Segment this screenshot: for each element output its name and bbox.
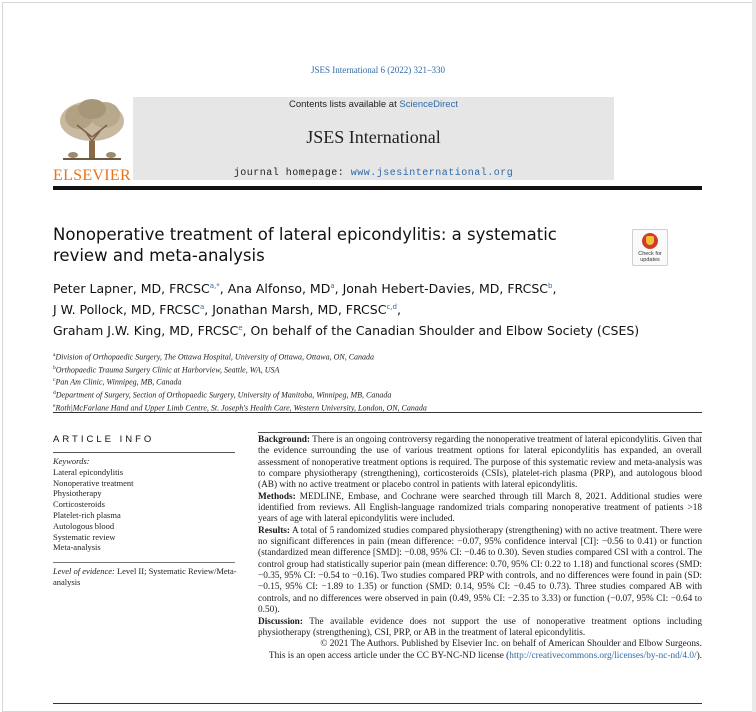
keyword-item: Physiotherapy [53,488,102,499]
contents-line [133,99,614,110]
homepage-line [133,168,614,179]
author-affil-mark[interactable]: a [330,282,335,290]
tree-icon [55,97,129,163]
license-line: This is an open access article under the CC BY-NC-ND license (http://creativecommons.org/licenses/by-nc-nd/4.0/). [268,650,702,661]
author-name: Ana Alfonso, MD [227,281,331,297]
article-title: Nonoperative treatment of lateral epicondylitis: a systematic review and meta-analysis [53,225,557,265]
level-text: Level II; Systematic Review/Meta-analysis [53,566,237,587]
abstract-background: Background: There is an ongoing controversy regarding the nonoperative treatment of lateral epicondylitis. Given that the evidence surrounding the use of various treatment options for lateral epicondylitis has expanded, an overall assessment of nonoperative treatment options is required. The purpose of this systematic review and meta-analysis was to compare physiotherapy (strengthening), corticosteroids (CSIs), platelet-rich plasma (PRP), and autologous blood (AB) with no active treatment or placebo control in patients with lateral epicondylitis. [258,435,702,491]
author-affil-mark[interactable]: c,d [386,303,397,312]
badge-label: Check for updates [638,251,662,263]
affiliation-item: $^a$Division of Orthopaedic Surgery, The Ottawa Hospital, University of Ottawa, Ottawa, ON, Canada [53,352,375,362]
author-affil-mark[interactable]: a [199,303,205,312]
author-name: Peter Lapner, MD, FRCSC [53,281,210,297]
author-affil-mark[interactable]: e [238,324,243,333]
author-name: J W. Pollock, MD, FRCSC [53,302,200,318]
keyword-item: Nonoperative treatment [53,477,134,488]
affiliation-item: $^c$Pan Am Clinic, Winnipeg, MB, Canada [53,377,182,387]
author-name: Jonah Hebert-Davies, MD, FRCSC [342,281,548,297]
masthead [53,97,702,185]
bottom-rule [53,703,702,704]
contents-prefix: Contents lists available at [289,99,400,110]
author-list: Peter Lapner, MD, $FRCSC^{a,*}$, Ana Alfonso, $MD^a$, Jonah Hebert-Davies, MD, FRCSC$^b$, J W. Pollock, MD, FRCSC$^a$, Jonathan Marsh, MD, FRCSC$^{c,d}$, Graham J.W. King, MD, FRCSC$^e$, On behalf of the Canadian Shoulder and Elbow Society (CSES) [53,281,640,339]
keyword-item: Meta-analysis [53,542,101,553]
header-divider [53,412,702,413]
citation-line[interactable]: JSES International 6 (2022) 321–330 [311,65,445,75]
journal-title: JSES International [306,127,441,147]
level-rule [53,562,235,563]
abstract-rule [258,432,702,433]
author-affil-mark[interactable]: a,* [209,282,220,290]
abstract [258,435,702,662]
publisher-logo[interactable] [53,97,131,185]
homepage-link[interactable]: www.jsesinternational.org [350,168,514,179]
journal-banner [133,97,614,180]
bookmark-icon [642,233,658,249]
check-for-updates-badge[interactable] [632,229,668,266]
article-info-heading: ARTICLE INFO [53,434,155,445]
abstract-results: Results: A total of 5 randomized studies compared physiotherapy (strengthening) with no active treatment. There were no significant differences in pain (mean difference: −0.07, 95% confidence interval [CI]: −0.56 to 0.41) or function (standardized mean difference [SMD]: −0.08, 95% CI: −0.46 to 0.30). Seven studies compared CSI with a control. The control group had statistically superior pain (mean difference: 0.70, 95% CI: 0.22 to 1.18) and functional scores (SMD: −0.35, 95% CI: −0.54 to −0.16). Two studies compared PRP with controls, and no differences were found in pain (SD: −0.15, 95% CI: −1.89 to 1.35) or function (SMD: 0.14, 95% CI: −0.45 to 0.73). Three studies compared AB with controls, and no differences were observed in pain (0.49, 95% CI: −2.35 to 3.33) or function (−0.07, 95% CI: −0.64 to 0.50). [258,525,702,616]
sciencedirect-link[interactable]: ScienceDirect [399,99,458,110]
affiliation-item: $^e$Roth|McFarlane Hand and Upper Limb Centre, St. Joseph's Health Care, Western University, London, ON, Canada [53,402,427,413]
abstract-methods: Methods: MEDLINE, Embase, and Cochrane were searched through till March 8, 2021. Additional studies were identified from reviews. All English-language randomized trials comparing nonoperative treatment of patients >18 years of age with lateral epicondylitis were included. [258,491,702,525]
group-author: On behalf of the Canadian Shoulder and Elbow Society (CSES) [250,323,640,339]
article-info-rule [53,452,235,453]
author-affil-mark[interactable]: b [547,282,553,290]
affiliation-item: $^b$Orthopaedic Trauma Surgery Clinic at Harborview, Seattle, WA, USA [53,364,280,375]
abstract-discussion: Discussion: The available evidence does not support the use of nonoperative treatment options including physiotherapy (strengthening), CSI, PRP, or AB in the treatment of lateral epicondylitis. [258,616,702,638]
affiliation-item: $^d$Department of Surgery, Section of Orthopaedic Surgery, University of Manitoba, Winnipeg, MB, Canada [53,389,392,400]
publisher-wordmark: ELSEVIER [53,167,131,184]
homepage-prefix: journal homepage: [233,168,351,179]
scroll-shade [752,0,756,712]
keyword-item: Systematic review [53,531,116,542]
keyword-item: Corticosteroids [53,499,105,510]
author-name: Graham J.W. King, MD, FRCSC [53,323,239,339]
level-of-evidence [53,566,238,588]
keyword-item: Autologous blood [53,520,115,531]
copyright-line: © 2021 The Authors. Published by Elsevier Inc. on behalf of American Shoulder and Elbow Surgeons. [320,639,702,650]
author-name: Jonathan Marsh, MD, FRCSC [212,302,387,318]
masthead-rule [53,186,702,190]
affiliations [53,350,693,413]
level-label: Level of evidence: [53,566,115,576]
keywords-label: Keywords: [53,456,90,466]
keyword-item: Platelet-rich plasma [53,509,121,520]
keywords-block [53,456,238,553]
keyword-item: Lateral epicondylitis [53,466,124,477]
license-link[interactable]: http://creativecommons.org/licenses/by-nc-nd/4.0/ [509,650,697,661]
